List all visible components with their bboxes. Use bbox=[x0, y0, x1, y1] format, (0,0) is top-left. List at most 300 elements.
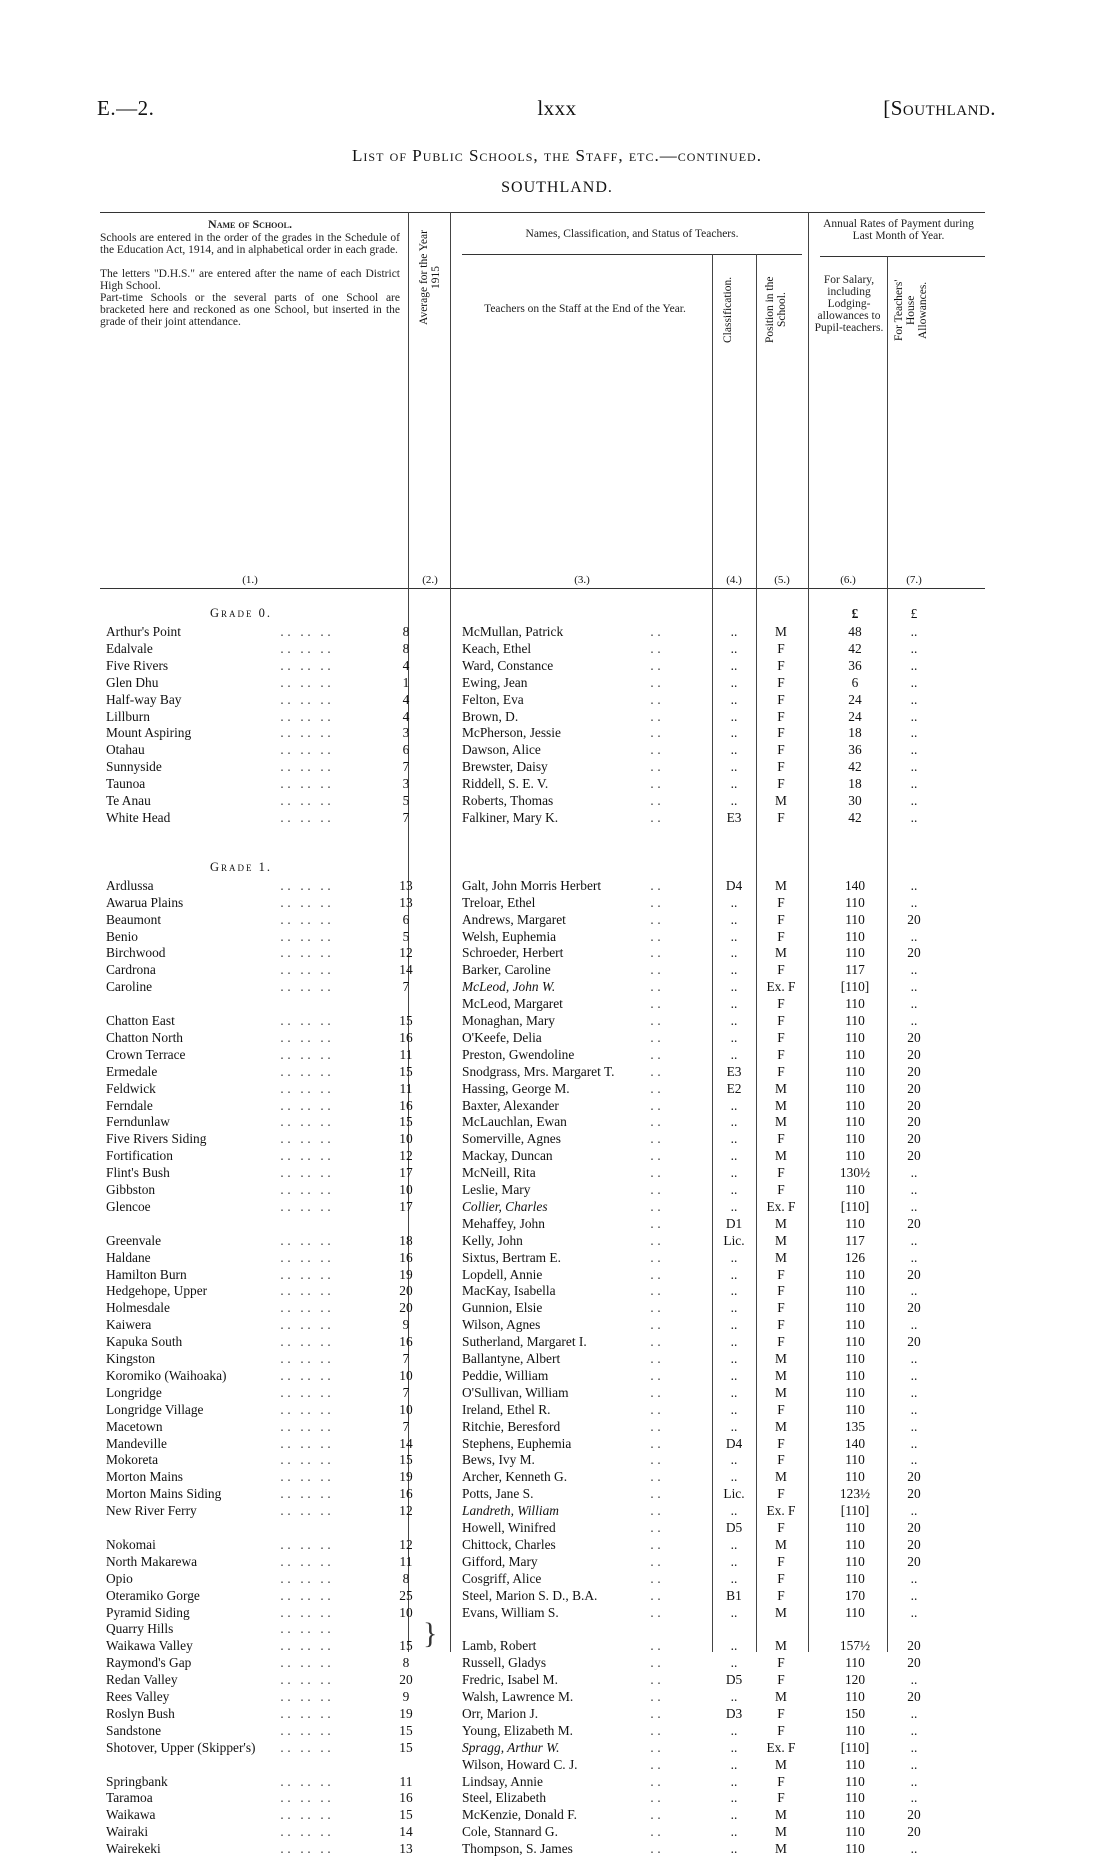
house-allowance: .. bbox=[910, 725, 918, 741]
school-name: Te Anau bbox=[106, 793, 151, 808]
house-allowance: .. bbox=[910, 894, 918, 910]
leader-dots: ․․ bbox=[650, 1808, 665, 1823]
school-name: Morton Mains bbox=[106, 1469, 183, 1485]
teacher-name: Welsh, Euphemia bbox=[462, 928, 557, 944]
position: F bbox=[777, 691, 785, 707]
table-row bbox=[100, 793, 985, 809]
house-allowance: 20 bbox=[907, 1215, 921, 1231]
leader-dots: ․․ ․․ ․․ bbox=[280, 1774, 335, 1789]
position: M bbox=[775, 1604, 787, 1620]
table-row bbox=[100, 1588, 985, 1604]
leader-dots: ․․ ․․ ․․ bbox=[280, 895, 335, 910]
school-name: Oteramiko Gorge bbox=[106, 1587, 200, 1603]
salary: [110] bbox=[840, 1739, 870, 1755]
position: M bbox=[775, 1215, 787, 1231]
table-row bbox=[100, 759, 985, 775]
classification: D1 bbox=[725, 1215, 743, 1231]
house-allowance: 20 bbox=[907, 1469, 921, 1485]
salary: 110 bbox=[845, 1536, 865, 1552]
leader-dots: ․․ ․․ ․․ bbox=[280, 1199, 335, 1214]
school-name: Haldane bbox=[106, 1249, 151, 1265]
salary: 110 bbox=[845, 1351, 865, 1366]
school-name: Gibbston bbox=[106, 1182, 156, 1197]
teacher-name: McPherson, Jessie bbox=[462, 725, 561, 741]
school-name: Lillburn bbox=[106, 708, 150, 724]
position: F bbox=[777, 1165, 785, 1181]
leader-dots: ․․ ․․ ․․ bbox=[280, 1047, 335, 1062]
position: F bbox=[777, 928, 785, 944]
teacher-name: Ireland, Ethel R. bbox=[462, 1401, 551, 1417]
leader-dots: ․․ bbox=[650, 1487, 665, 1502]
leader-dots: ․․ ․․ ․․ bbox=[280, 1487, 335, 1502]
leader-dots: ․․ ․․ ․․ bbox=[280, 1352, 335, 1366]
table-row bbox=[100, 1199, 985, 1215]
school-name: Waikawa bbox=[106, 1807, 156, 1823]
header-left: E.—2. bbox=[97, 96, 155, 120]
average-attendance: 18 bbox=[399, 1232, 413, 1248]
leader-dots: ․․ ․․ ․․ bbox=[280, 1554, 335, 1569]
position: M bbox=[775, 877, 787, 893]
leader-dots: ․․ bbox=[650, 1368, 665, 1383]
salary: 30 bbox=[848, 793, 862, 808]
classification: .. bbox=[730, 1384, 738, 1400]
leader-dots: ․․ ․․ ․․ bbox=[280, 963, 335, 978]
leader-dots: ․․ bbox=[650, 980, 665, 995]
table-row bbox=[100, 1824, 985, 1840]
salary: 110 bbox=[845, 1300, 865, 1316]
position: F bbox=[777, 911, 785, 927]
teacher-name: Snodgrass, Mrs. Margaret T. bbox=[462, 1063, 615, 1079]
classification: .. bbox=[730, 1722, 738, 1738]
leader-dots: ․․ ․․ ․․ bbox=[280, 1233, 335, 1248]
leader-dots: ․․ bbox=[650, 1250, 665, 1265]
house-allowance: .. bbox=[910, 1317, 918, 1333]
leader-dots: ․․ ․․ ․․ bbox=[280, 726, 335, 741]
classification: D4 bbox=[725, 877, 743, 893]
leader-dots: ․․ bbox=[650, 709, 665, 724]
classification: D5 bbox=[725, 1520, 743, 1535]
house-allowance: .. bbox=[910, 1249, 918, 1265]
school-name: Awarua Plains bbox=[106, 894, 184, 910]
position: M bbox=[775, 1638, 787, 1654]
teacher-name: Kelly, John bbox=[462, 1232, 523, 1248]
teacher-name: Treloar, Ethel bbox=[462, 894, 536, 910]
house-allowance: .. bbox=[910, 1165, 918, 1181]
average-attendance: 17 bbox=[399, 1165, 413, 1181]
average-attendance: 7 bbox=[402, 1351, 410, 1366]
classification: .. bbox=[730, 1148, 738, 1164]
house-allowance: 20 bbox=[907, 1266, 921, 1282]
salary: 110 bbox=[845, 1063, 865, 1079]
header-page-number: lxxx bbox=[537, 96, 577, 120]
salary: 110 bbox=[845, 1283, 865, 1299]
table-row bbox=[100, 1655, 985, 1671]
house-allowance: .. bbox=[910, 996, 918, 1012]
average-attendance: 4 bbox=[402, 708, 410, 724]
leader-dots: ․․ bbox=[650, 929, 665, 944]
house-allowance: .. bbox=[910, 776, 918, 792]
house-allowance: 20 bbox=[907, 1063, 921, 1079]
position: F bbox=[777, 1570, 785, 1586]
classification: E3 bbox=[726, 1063, 742, 1079]
average-attendance: 16 bbox=[399, 1249, 413, 1265]
average-attendance: 12 bbox=[399, 945, 413, 961]
classification: .. bbox=[730, 1131, 738, 1147]
salary: 36 bbox=[848, 742, 862, 758]
school-name: Sandstone bbox=[106, 1722, 162, 1738]
leader-dots: ․․ bbox=[650, 1335, 665, 1350]
school-name: Chatton North bbox=[106, 1029, 183, 1045]
house-allowance: 20 bbox=[907, 1638, 921, 1654]
leader-dots: ․․ bbox=[650, 1470, 665, 1485]
position: F bbox=[777, 1283, 785, 1299]
salary: 48 bbox=[848, 624, 862, 639]
table-row bbox=[100, 945, 985, 961]
house-allowance: .. bbox=[910, 1503, 918, 1519]
col67-group-heading: Annual Rates of Payment during Last Month of Year. bbox=[823, 218, 974, 242]
leader-dots: ․․ ․․ ․․ bbox=[280, 1335, 335, 1350]
classification: D4 bbox=[725, 1435, 743, 1451]
position: F bbox=[777, 1401, 785, 1417]
school-name: Benio bbox=[106, 928, 138, 944]
salary: 170 bbox=[844, 1587, 866, 1603]
average-attendance: 7 bbox=[402, 1418, 410, 1434]
salary: 110 bbox=[845, 996, 865, 1012]
average-attendance: 11 bbox=[399, 1773, 413, 1789]
teacher-name: Ballantyne, Albert bbox=[462, 1351, 561, 1366]
school-name: Taunoa bbox=[106, 776, 146, 792]
classification: .. bbox=[730, 1773, 738, 1789]
teacher-name: Hassing, George M. bbox=[462, 1080, 570, 1096]
classification: .. bbox=[730, 928, 738, 944]
teacher-name: Gifford, Mary bbox=[462, 1553, 538, 1569]
classification: .. bbox=[730, 1570, 738, 1586]
school-name: White Head bbox=[106, 809, 171, 825]
salary: 123½ bbox=[839, 1486, 871, 1502]
leader-dots: ․․ bbox=[650, 1842, 665, 1857]
classification: .. bbox=[730, 1503, 738, 1519]
school-name: Nokomai bbox=[106, 1536, 156, 1552]
position: M bbox=[775, 1114, 787, 1130]
leader-dots: ․․ bbox=[650, 1267, 665, 1282]
house-allowance: 20 bbox=[907, 1148, 921, 1164]
leader-dots: ․․ ․․ ․․ bbox=[280, 1149, 335, 1164]
average-attendance: 13 bbox=[399, 894, 413, 910]
table-row bbox=[100, 675, 985, 691]
classification: .. bbox=[730, 1097, 738, 1113]
position: F bbox=[777, 1300, 785, 1316]
table-row bbox=[100, 1165, 985, 1181]
salary: 110 bbox=[845, 1114, 865, 1130]
average-attendance: 9 bbox=[402, 1317, 410, 1333]
col7-number: (7.) bbox=[906, 574, 922, 586]
table-row bbox=[100, 1351, 985, 1367]
leader-dots: ․․ bbox=[650, 1064, 665, 1079]
leader-dots: ․․ bbox=[650, 1453, 665, 1468]
classification: B1 bbox=[726, 1587, 742, 1603]
house-allowance: .. bbox=[910, 1587, 918, 1603]
salary: 110 bbox=[845, 1452, 865, 1468]
table-row bbox=[100, 1148, 985, 1164]
average-attendance: 5 bbox=[402, 928, 410, 944]
leader-dots: ․․ bbox=[650, 946, 665, 961]
position: M bbox=[775, 1351, 787, 1366]
school-name: Roslyn Bush bbox=[106, 1705, 175, 1721]
average-attendance: 11 bbox=[399, 1553, 413, 1569]
average-attendance: 14 bbox=[399, 1435, 413, 1451]
teacher-name: Landreth, William bbox=[462, 1503, 559, 1519]
teacher-name: Cosgriff, Alice bbox=[462, 1570, 542, 1586]
leader-dots: ․․ bbox=[650, 1115, 665, 1130]
col1-number: (1.) bbox=[242, 574, 258, 586]
school-name: Mount Aspiring bbox=[106, 725, 192, 741]
leader-dots: ․․ ․․ ․․ bbox=[280, 1588, 335, 1603]
school-name: Pyramid Siding bbox=[106, 1604, 190, 1620]
col3-group-heading: Names, Classification, and Status of Teachers. bbox=[525, 228, 739, 240]
classification: .. bbox=[730, 1469, 738, 1485]
house-allowance: .. bbox=[910, 657, 918, 673]
leader-dots: ․․ bbox=[650, 1385, 665, 1400]
average-attendance: 4 bbox=[402, 691, 410, 707]
classification: .. bbox=[730, 962, 738, 978]
teacher-name: Lindsay, Annie bbox=[462, 1773, 543, 1789]
teacher-name: Young, Elizabeth M. bbox=[462, 1722, 573, 1738]
table-row bbox=[100, 658, 985, 674]
house-allowance: .. bbox=[910, 640, 918, 656]
classification: .. bbox=[730, 1790, 738, 1806]
house-allowance: .. bbox=[910, 809, 918, 825]
school-name: Glencoe bbox=[106, 1198, 151, 1214]
teacher-name: Bews, Ivy M. bbox=[462, 1452, 535, 1468]
leader-dots: ․․ ․․ ․․ bbox=[280, 641, 335, 656]
average-attendance: 10 bbox=[399, 1182, 413, 1197]
leader-dots: ․․ bbox=[650, 1521, 665, 1535]
leader-dots: ․․ bbox=[650, 1352, 665, 1366]
salary: 110 bbox=[845, 1148, 865, 1164]
leader-dots: ․․ bbox=[650, 641, 665, 656]
position: F bbox=[777, 1013, 785, 1028]
table-row bbox=[100, 1621, 985, 1637]
position: F bbox=[777, 809, 785, 825]
house-allowance: 20 bbox=[907, 1046, 921, 1062]
leader-dots: ․․ bbox=[650, 777, 665, 792]
leader-dots: ․․ ․․ ․․ bbox=[280, 946, 335, 961]
leader-dots: ․․ bbox=[650, 895, 665, 910]
school-name: Taramoa bbox=[106, 1790, 153, 1806]
salary: 110 bbox=[845, 1384, 865, 1400]
classification: .. bbox=[730, 1334, 738, 1350]
salary: 110 bbox=[845, 1334, 865, 1350]
average-attendance: 16 bbox=[399, 1097, 413, 1113]
salary: 110 bbox=[845, 928, 865, 944]
salary: 42 bbox=[848, 759, 862, 775]
leader-dots: ․․ bbox=[650, 675, 665, 690]
school-name: Chatton East bbox=[106, 1013, 175, 1028]
table-row bbox=[100, 996, 985, 1012]
school-name: Macetown bbox=[106, 1418, 163, 1434]
average-attendance: 1 bbox=[402, 674, 410, 690]
position: F bbox=[777, 742, 785, 758]
leader-dots: ․․ bbox=[650, 1825, 665, 1840]
leader-dots: ․․ bbox=[650, 1030, 665, 1045]
salary: 110 bbox=[845, 1756, 865, 1772]
school-name: Hedgehope, Upper bbox=[106, 1283, 208, 1299]
school-name: Longridge Village bbox=[106, 1401, 204, 1417]
house-allowance: .. bbox=[910, 1739, 918, 1755]
house-allowance: .. bbox=[910, 1452, 918, 1468]
teacher-name: Steel, Marion S. D., B.A. bbox=[462, 1587, 598, 1603]
leader-dots: ․․ ․․ ․․ bbox=[280, 878, 335, 893]
table-row bbox=[100, 1233, 985, 1249]
teacher-name: Wilson, Agnes bbox=[462, 1317, 541, 1333]
teacher-name: Mackay, Duncan bbox=[462, 1148, 553, 1164]
house-allowance: .. bbox=[910, 1198, 918, 1214]
average-attendance: 5 bbox=[402, 793, 410, 808]
average-attendance: 20 bbox=[399, 1672, 413, 1688]
school-name: Holmesdale bbox=[106, 1300, 170, 1316]
house-allowance: 20 bbox=[907, 1824, 921, 1840]
classification: E3 bbox=[726, 809, 742, 825]
average-attendance: 7 bbox=[402, 759, 410, 775]
teacher-name: O'Sullivan, William bbox=[462, 1384, 569, 1400]
salary: 110 bbox=[845, 1604, 865, 1620]
house-allowance: 20 bbox=[907, 1536, 921, 1552]
position: F bbox=[777, 640, 785, 656]
teacher-name: Ewing, Jean bbox=[462, 674, 528, 690]
average-attendance: 17 bbox=[399, 1198, 413, 1214]
leader-dots: ․․ bbox=[650, 878, 665, 893]
school-name: Arthur's Point bbox=[106, 624, 181, 639]
house-allowance: .. bbox=[910, 793, 918, 808]
classification: .. bbox=[730, 1182, 738, 1197]
position: F bbox=[777, 1182, 785, 1197]
position: F bbox=[777, 1773, 785, 1789]
classification: .. bbox=[730, 1418, 738, 1434]
average-attendance: 13 bbox=[399, 1841, 413, 1857]
salary: 120 bbox=[844, 1672, 866, 1688]
classification: .. bbox=[730, 1367, 738, 1383]
leader-dots: ․․ ․․ ․․ bbox=[280, 810, 335, 825]
house-allowance: .. bbox=[910, 1418, 918, 1434]
salary: 24 bbox=[848, 708, 862, 724]
salary: [110] bbox=[840, 979, 870, 995]
leader-dots: ․․ ․․ ․․ bbox=[280, 743, 335, 758]
leader-dots: ․․ ․․ ․․ bbox=[280, 692, 335, 707]
school-name: Koromiko (Waihoaka) bbox=[106, 1367, 227, 1383]
position: F bbox=[777, 996, 785, 1012]
average-attendance: 14 bbox=[399, 962, 413, 978]
house-allowance: .. bbox=[910, 1773, 918, 1789]
position: F bbox=[777, 1705, 785, 1721]
teacher-name: Russell, Gladys bbox=[462, 1655, 547, 1671]
position: M bbox=[775, 1080, 787, 1096]
salary: 110 bbox=[845, 1553, 865, 1569]
house-allowance: .. bbox=[910, 1672, 918, 1688]
house-allowance: 20 bbox=[907, 1553, 921, 1569]
leader-dots: ․․ bbox=[650, 1183, 665, 1197]
salary: 110 bbox=[845, 1046, 865, 1062]
school-name: Crown Terrace bbox=[106, 1046, 186, 1062]
teacher-name: Brown, D. bbox=[462, 708, 519, 724]
leader-dots: ․․ bbox=[650, 1132, 665, 1147]
table-row bbox=[100, 1486, 985, 1502]
table-row bbox=[100, 1469, 985, 1485]
table-row bbox=[100, 1554, 985, 1570]
house-allowance: .. bbox=[910, 691, 918, 707]
salary: 140 bbox=[844, 1435, 866, 1451]
salary: 18 bbox=[848, 776, 862, 792]
leader-dots: ․․ bbox=[650, 997, 665, 1012]
teacher-name: McNeill, Rita bbox=[462, 1165, 536, 1181]
position: M bbox=[775, 1367, 787, 1383]
average-attendance: 11 bbox=[399, 1046, 413, 1062]
classification: .. bbox=[730, 911, 738, 927]
table-row bbox=[100, 1571, 985, 1587]
teacher-name: Mehaffey, John bbox=[462, 1215, 545, 1231]
average-attendance: 20 bbox=[399, 1283, 413, 1299]
salary: 110 bbox=[845, 1469, 865, 1485]
table-row bbox=[100, 1334, 985, 1350]
house-allowance: .. bbox=[910, 1401, 918, 1417]
position: M bbox=[775, 1807, 787, 1823]
salary: [110] bbox=[840, 1198, 870, 1214]
leader-dots: ․․ bbox=[650, 1284, 665, 1299]
leader-dots: ․․ ․․ ․․ bbox=[280, 1605, 335, 1620]
average-attendance: 12 bbox=[399, 1503, 413, 1519]
table-row bbox=[100, 1452, 985, 1468]
teacher-name: Falkiner, Mary K. bbox=[462, 809, 559, 825]
leader-dots: ․․ bbox=[650, 1504, 665, 1519]
position: F bbox=[777, 1131, 785, 1147]
table-row bbox=[100, 878, 985, 894]
average-attendance: 16 bbox=[399, 1029, 413, 1045]
house-allowance: .. bbox=[910, 979, 918, 995]
position: F bbox=[777, 1063, 785, 1079]
col5-heading: Position in the School. bbox=[764, 276, 788, 344]
leader-dots: ․․ ․․ ․․ bbox=[280, 1690, 335, 1704]
classification: D5 bbox=[725, 1672, 743, 1688]
leader-dots: ․․ bbox=[650, 1318, 665, 1333]
house-allowance: .. bbox=[910, 1351, 918, 1366]
leader-dots: ․․ ․․ ․․ bbox=[280, 1537, 335, 1552]
table-row bbox=[100, 979, 985, 995]
salary: 110 bbox=[845, 1570, 865, 1586]
salary: 117 bbox=[845, 962, 865, 978]
grade-1-title: Grade 1. bbox=[210, 859, 273, 874]
position: F bbox=[777, 674, 785, 690]
classification: .. bbox=[730, 996, 738, 1012]
salary: 140 bbox=[844, 877, 866, 893]
teacher-name: Sutherland, Margaret I. bbox=[462, 1334, 587, 1350]
leader-dots: ․․ ․․ ․․ bbox=[280, 1436, 335, 1451]
position: M bbox=[775, 1148, 787, 1164]
classification: .. bbox=[730, 1351, 738, 1366]
classification: .. bbox=[730, 1283, 738, 1299]
col1-heading: Name of School. bbox=[208, 217, 292, 231]
col2-heading: Average for the Year 1915 bbox=[418, 230, 442, 326]
table-row bbox=[100, 962, 985, 978]
leader-dots: ․․ bbox=[650, 810, 665, 825]
teacher-name: Preston, Gwendoline bbox=[462, 1046, 575, 1062]
teacher-name: Steel, Elizabeth bbox=[462, 1790, 547, 1806]
position: F bbox=[777, 776, 785, 792]
teacher-name: Brewster, Daisy bbox=[462, 759, 548, 775]
school-name: Greenvale bbox=[106, 1232, 162, 1248]
schools-table bbox=[100, 208, 985, 1857]
average-attendance: 10 bbox=[399, 1401, 413, 1417]
position: M bbox=[775, 1097, 787, 1113]
house-allowance: 20 bbox=[907, 1655, 921, 1671]
